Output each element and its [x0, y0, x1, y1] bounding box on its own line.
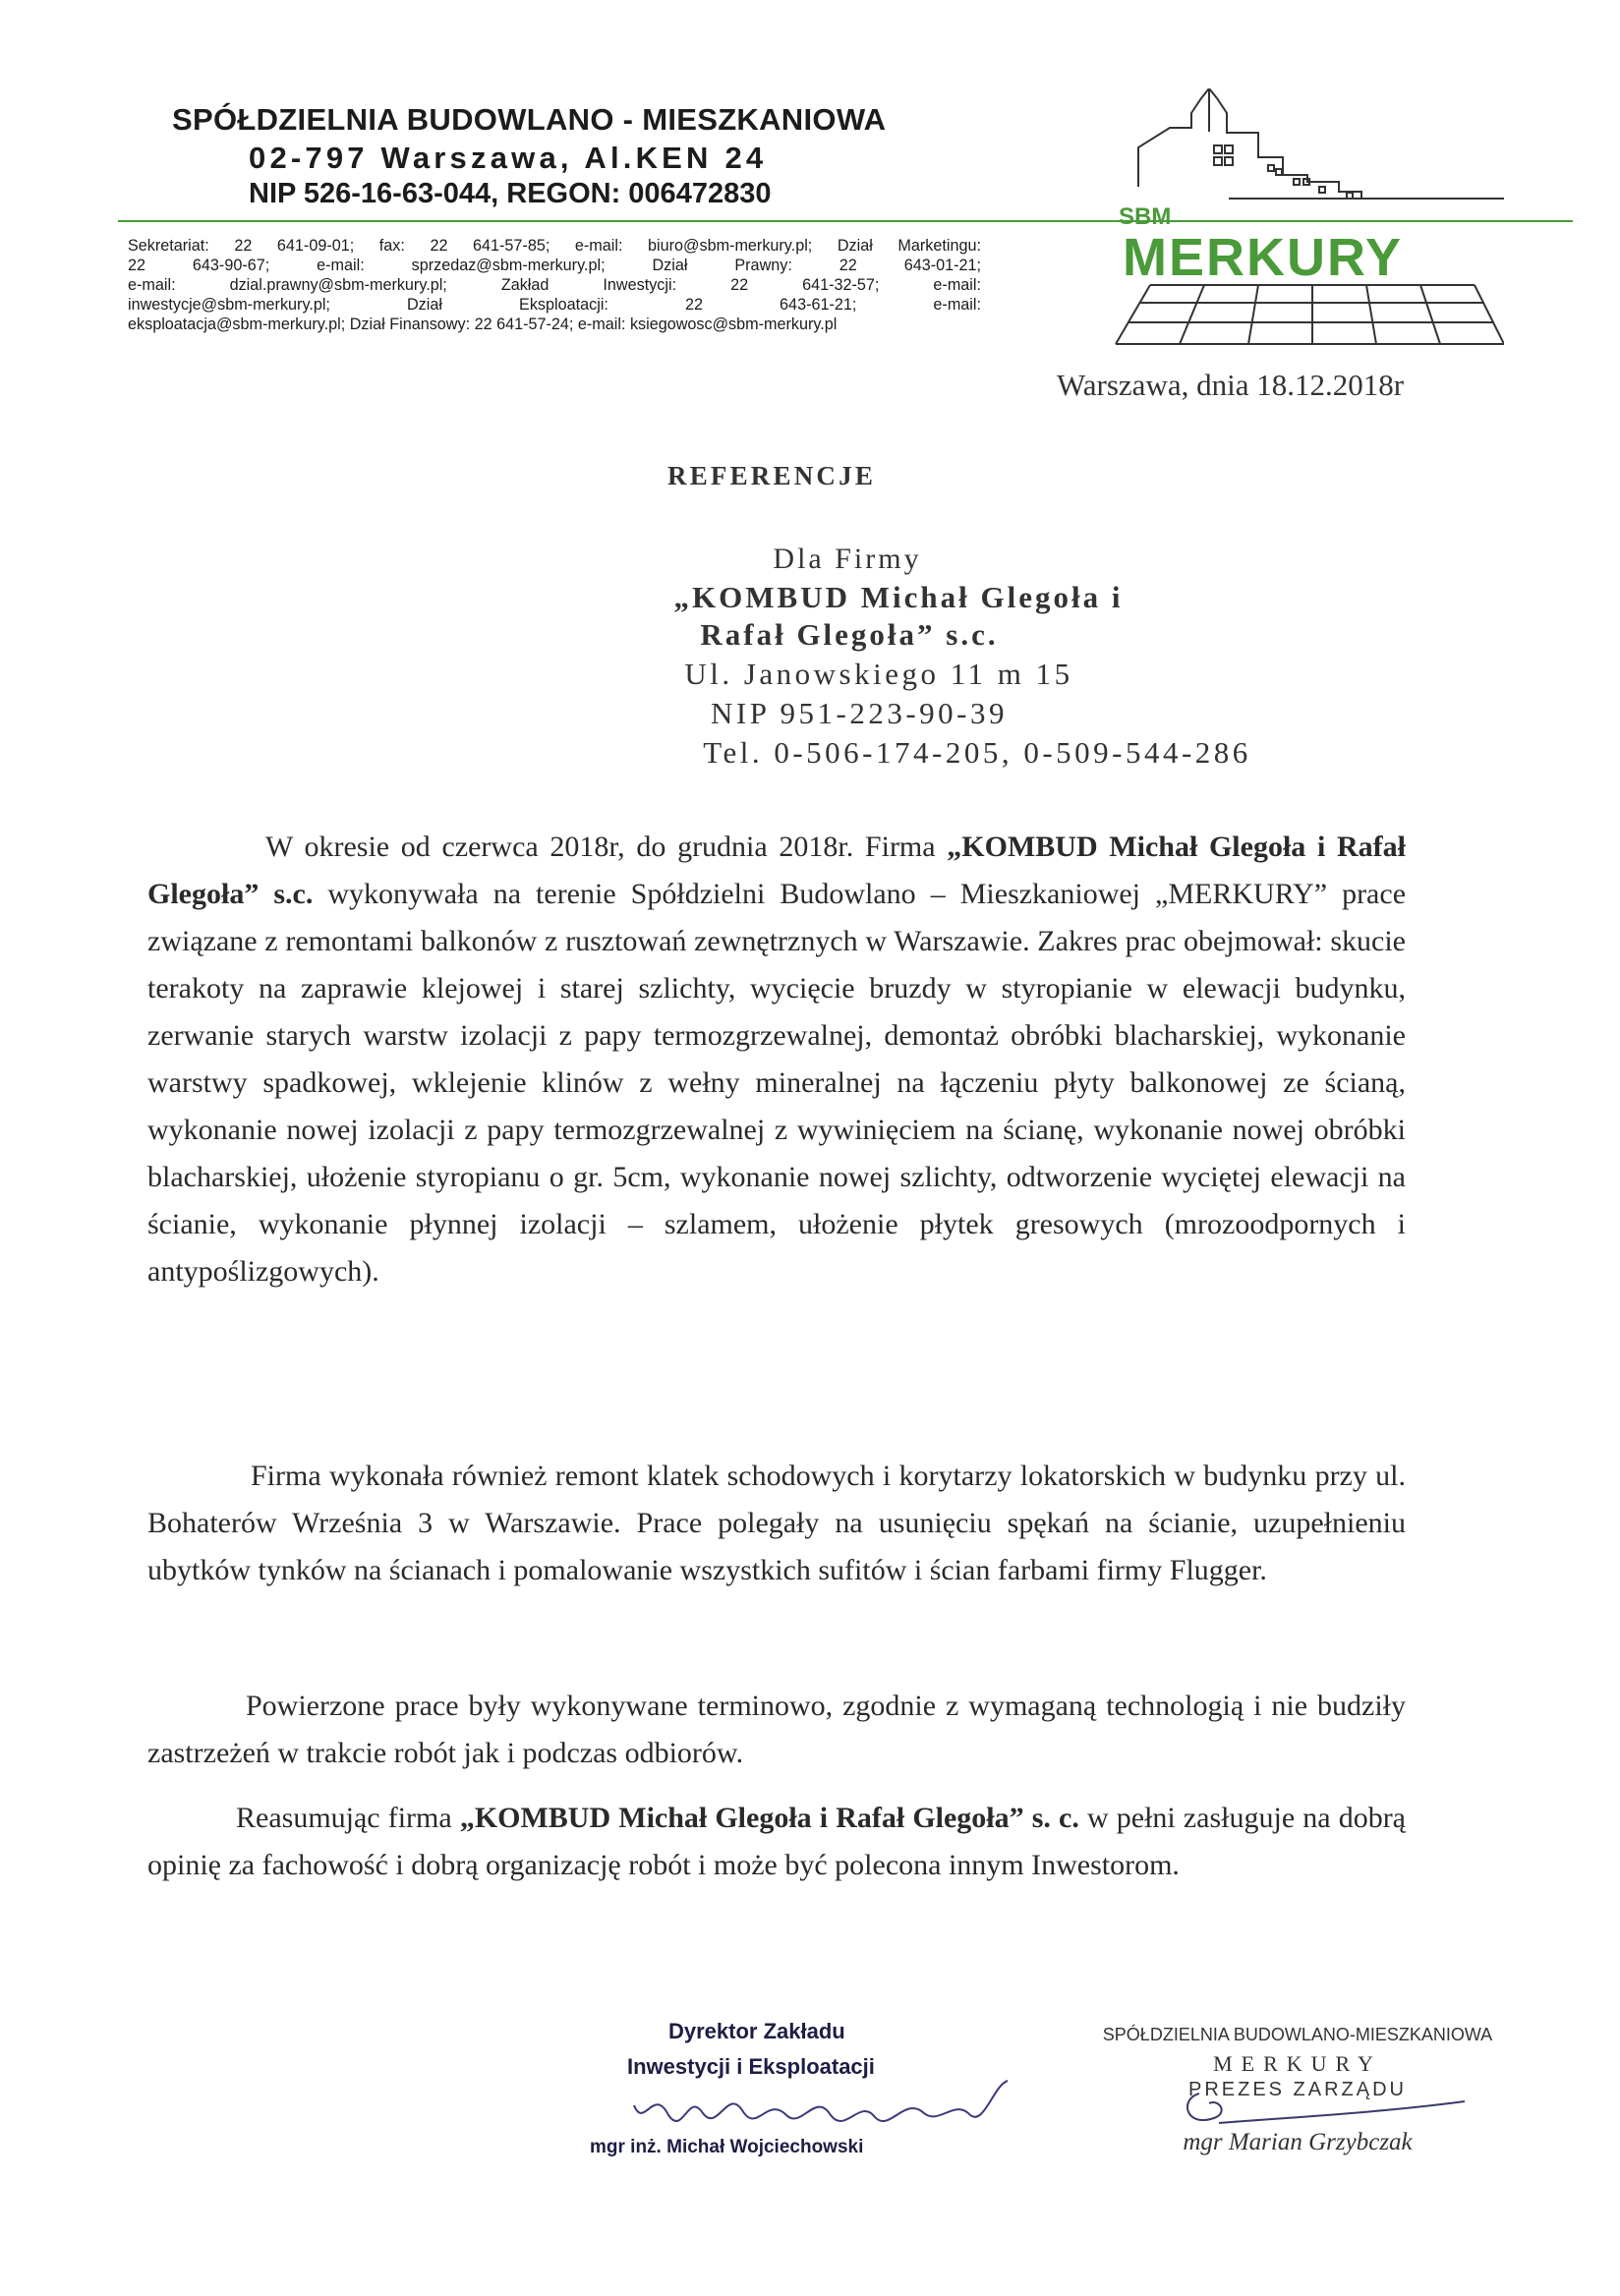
- recipient-company-line2: Rafał Glegoła” s.c.: [700, 617, 999, 652]
- recipient-phone: Tel. 0-506-174-205, 0-509-544-286: [703, 735, 1251, 770]
- director-title: Dyrektor Zakładu: [668, 2019, 845, 2043]
- paragraph-4-company: „KOMBUD Michał Glegoła i Rafał Glegoła” s. c.: [459, 1802, 1079, 1834]
- paragraph-1-intro: W okresie od czerwca 2018r, do grudnia 2018r. Firma: [265, 831, 948, 863]
- president-signature: [1160, 2074, 1475, 2143]
- paragraph-1: [147, 824, 1406, 1295]
- recipient-company-line1: „KOMBUD Michał Glegoła i: [673, 580, 1124, 614]
- contact-line: inwestycje@sbm-merkury.pl; Dział Eksploatacji: 22 643-61-21; e-mail:: [128, 296, 981, 314]
- contact-line: e-mail: dzial.prawny@sbm-merkury.pl; Zakład Inwestycji: 22 641-32-57; e-mail:: [128, 276, 981, 294]
- contact-line: Sekretariat: 22 641-09-01; fax: 22 641-57-85; e-mail: biuro@sbm-merkury.pl; Dział Marketingu:: [128, 237, 981, 255]
- contact-line: eksploatacja@sbm-merkury.pl; Dział Finansowy: 22 641-57-24; e-mail: ksiegowosc@sbm-merkury.pl: [128, 316, 838, 333]
- paragraph-4: [147, 1795, 1406, 1889]
- director-signature: [629, 2076, 1022, 2145]
- recipient-nip: NIP 951-223-90-39: [710, 696, 1009, 730]
- paragraph-4-text: w pełni zasługuje na dobrą opinię za fachowość i dobrą organizację robót i może być polecona innym Inwestorom.: [147, 1802, 1406, 1881]
- director-department: Inwestycji i Eksploatacji: [627, 2054, 875, 2079]
- paragraph-2: Firma wykonała również remont klatek schodowych i korytarzy lokatorskich w budynku przy ul. Bohaterów Września 3 w Warszawie. Prace polegały na usunięciu spękań na ścianie, uzupełnieniu ubytków tynków na ścianach i pomalowanie wszystkich sufitów i ścian farbami firmy Flugger.: [147, 1460, 1406, 1586]
- paragraph-1-text: wykonywała na terenie Spółdzielni Budowlano – Mieszkaniowej „MERKURY” prace związane z remontami balkonów z rusztowań zewnętrznych w Warszawie. Zakres prac obejmował: skucie terakoty na zaprawie klejowej i starej szlichty, wycięcie bruzdy w styropianie w elewacji budynku, zerwanie starych warstw izolacji z papy termozgrzewalnej, demontaż obróbki blacharskiej, wykonanie warstwy spadkowej, wklejenie klinów z wełny mineralnej na łączeniu płyty balkonowej ze ścianą, wykonanie nowej izolacji z papy termozgrzewalnej z wywinięciem na ścianę, wykonanie nowej obróbki blacharskiej, ułożenie styropianu o gr. 5cm, wykonanie nowej szlichty, odtworzenie wyciętej elewacji na ścianie, wykonanie płynnej izolacji – szlamem, ułożenie płytek gresowych (mrozoodpornych i antypoślizgowych).: [147, 878, 1407, 1288]
- president-stamp-brand: MERKURY: [1213, 2051, 1382, 2076]
- director-name: mgr inż. Michał Wojciechowski: [590, 2137, 864, 2157]
- document-title: REFERENCJE: [667, 461, 877, 490]
- contact-line: 22 643-90-67; e-mail: sprzedaz@sbm-merkury.pl; Dział Prawny: 22 643-01-21;: [128, 257, 981, 274]
- president-stamp-org: SPÓŁDZIELNIA BUDOWLANO-MIESZKANIOWA: [1102, 2025, 1493, 2044]
- recipient-street: Ul. Janowskiego 11 m 15: [684, 657, 1073, 691]
- document-date: Warszawa, dnia 18.12.2018r: [1057, 368, 1405, 402]
- cooperative-name: SPÓŁDZIELNIA BUDOWLANO - MIESZKANIOWA: [172, 102, 887, 137]
- cooperative-address: 02-797 Warszawa, Al.KEN 24: [249, 141, 768, 175]
- president-name: mgr Marian Grzybczak: [1183, 2129, 1413, 2155]
- paragraph-1-company: „KOMBUD Michał Glegoła i Rafał Glegoła” s.c.: [147, 831, 1406, 910]
- paragraph-3: Powierzone prace były wykonywane terminowo, zgodnie z wymaganą technologią i nie budziły zastrzeżeń w trakcie robót jak i podczas odbiorów.: [147, 1690, 1406, 1769]
- logo-sbm-text: SBM: [1119, 203, 1172, 230]
- contact-details: [128, 236, 981, 334]
- logo-merkury-text: MERKURY: [1123, 228, 1404, 287]
- president-stamp-role: PREZES ZARZĄDU: [1187, 2079, 1408, 2100]
- recipient-intro: Dla Firmy: [773, 543, 922, 575]
- paragraph-4-intro: Reasumując firma: [236, 1802, 460, 1834]
- sbm-merkury-logo: [1111, 88, 1504, 346]
- cooperative-tax-ids: NIP 526-16-63-044, REGON: 006472830: [249, 178, 772, 209]
